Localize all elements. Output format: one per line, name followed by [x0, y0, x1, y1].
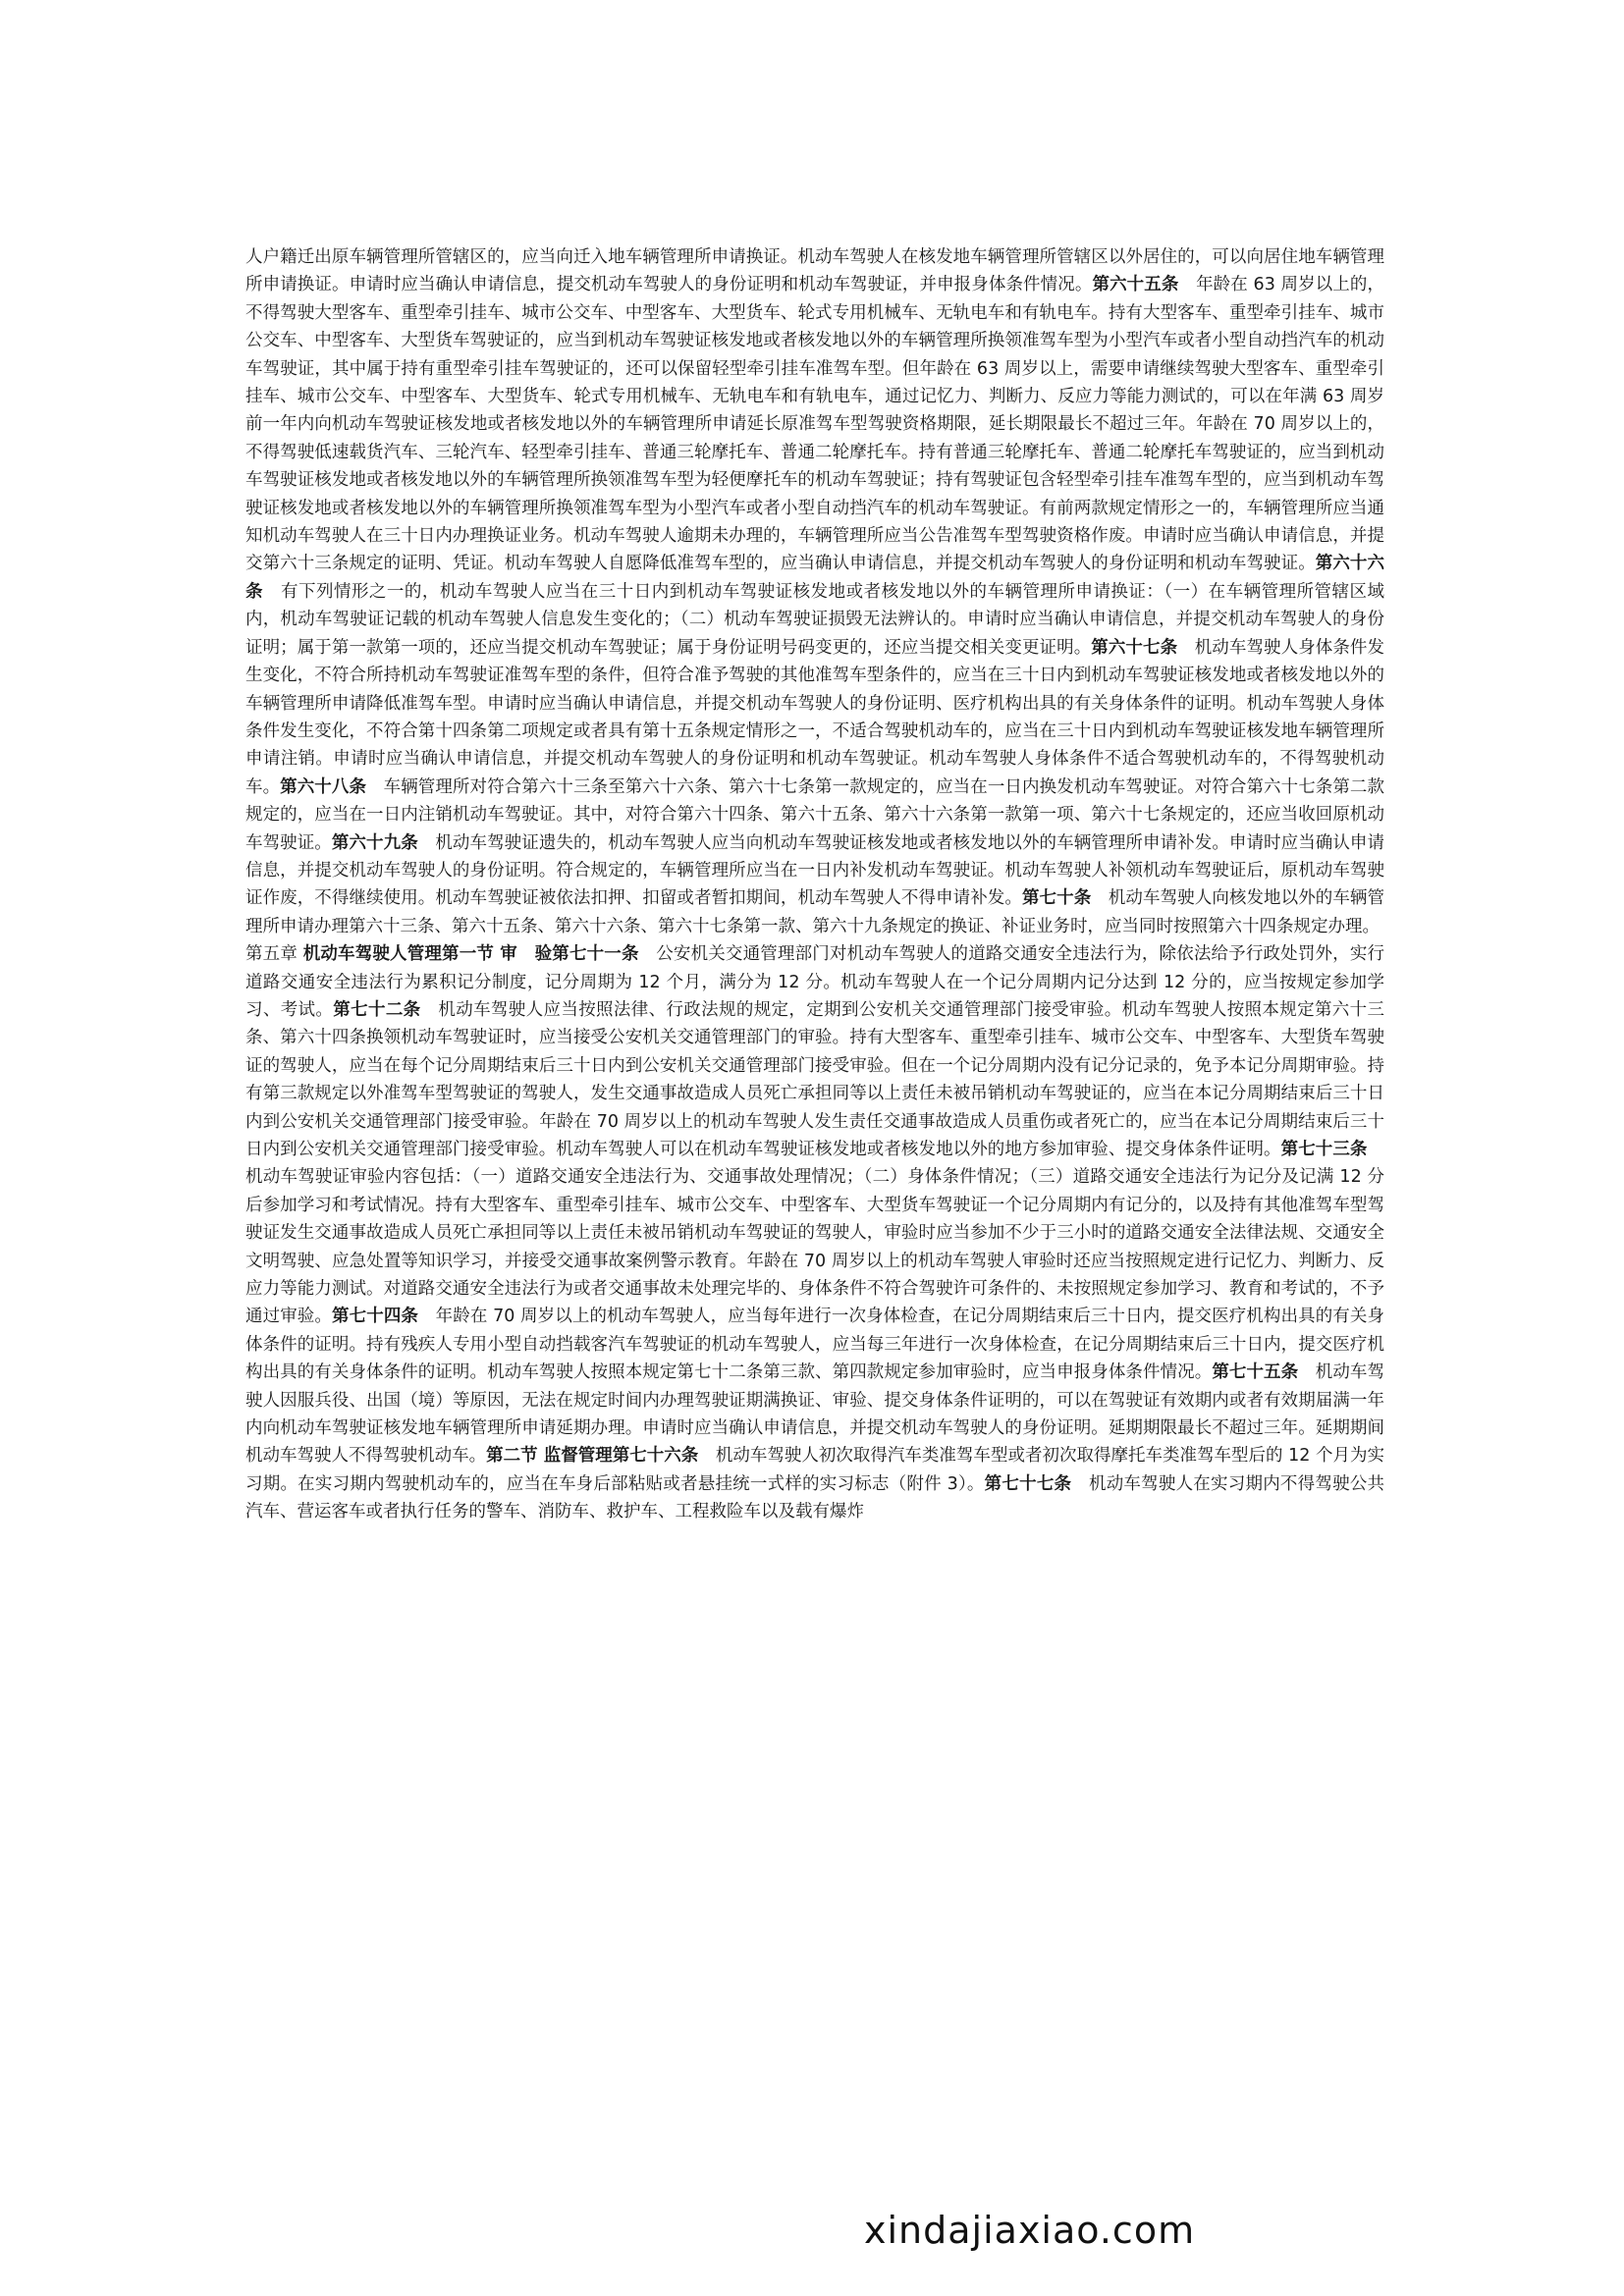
article-heading: 第七十七条: [984, 1473, 1072, 1494]
article-text: 有下列情形之一的，机动车驾驶人应当在三十日内到机动车驾驶证核发地或者核发地以外的车辆管理所申请换证：（一）在车辆管理所管辖区域内，机动车驾驶证记载的机动车驾驶人信息发生变化的；（二）机动车驾驶证损毁无法辨认的。申请时应当确认申请信息，并提交机动车驾驶人的身份证明；属于第一款第一项的，还应当提交机动车驾驶证；属于身份证明号码变更的，还应当提交相关变更证明。: [245, 581, 1385, 658]
article-text: 机动车驾驶人在实习期内不得驾驶公共汽车、营运客车或者执行任务的警车、消防车、救护车、工程救险车以及载有爆炸: [245, 1473, 1385, 1522]
article-text: 机动车驾驶人身体条件发生变化，不符合所持机动车驾驶证准驾车型的条件，但符合准予驾驶的其他准驾车型条件的，应当在三十日内到机动车驾驶证核发地或者核发地以外的车辆管理所申请降低准驾车型。申请时应当确认申请信息，并提交机动车驾驶人的身份证明、医疗机构出具的有关身体条件的证明。机动车驾驶人身体条件发生变化，不符合第十四条第二项规定或者具有第十五条规定情形之一，不适合驾驶机动车的，应当在三十日内到机动车驾驶证核发地车辆管理所申请注销。申请时应当确认申请信息，并提交机动车驾驶人的身份证明和机动车驾驶证。机动车驾驶人身体条件不适合驾驶机动车的，不得驾驶机动车。: [245, 637, 1385, 797]
paragraph-chapter5: [245, 940, 1384, 1526]
article-text: 机动车驾驶人初次取得汽车类准驾车型或者初次取得摩托车类准驾车型后的 12 个月为实习期。在实习期内驾驶机动车的，应当在车身后部粘贴或者悬挂统一式样的实习标志（附件 3）。: [245, 1446, 1384, 1494]
article-heading: 第六十六条: [245, 554, 1384, 602]
article-heading: 第七十三条: [1280, 1140, 1368, 1159]
article-text: 机动车驾驶人应当按照法律、行政法规的规定，定期到公安机关交通管理部门接受审验。机动车驾驶人按照本规定第六十三条、第六十四条换领机动车驾驶证时，应当接受公安机关交通管理部门的审验。持有大型客车、重型牵引挂车、城市公交车、中型客车、大型货车驾驶证的驾驶人，应当在每个记分周期结束后三十日内到公安机关交通管理部门接受审验。但在一个记分周期内没有记分记录的，免予本记分周期审验。持有第三款规定以外准驾车型驾驶证的驾驶人，发生交通事故造成人员死亡承担同等以上责任未被吊销机动车驾驶证的，应当在本记分周期结束后三十日内到公安机关交通管理部门接受审验。年龄在 70 周岁以上的机动车驾驶人发生责任交通事故造成人员重伤或者死亡的，应当在本记分周期结束后三十日内到公安机关交通管理部门接受审验。机动车驾驶人可以在机动车驾驶证核发地或者核发地以外的地方参加审验、提交身体条件证明。: [245, 999, 1385, 1159]
article-heading: 第六十九条: [331, 832, 418, 853]
article-heading: 第六十七条: [1091, 637, 1178, 658]
site-watermark: xindajiaxiao.com: [864, 2209, 1196, 2252]
article-heading: 第六十五条: [1092, 275, 1179, 295]
article-heading: 第七十二条: [333, 999, 421, 1020]
article-text: 人户籍迁出原车辆管理所管辖区的，应当向迁入地车辆管理所申请换证。机动车驾驶人在核发地车辆管理所管辖区以外居住的，可以向居住地车辆管理所申请换证。申请时应当确认申请信息，提交机动车驾驶人的身份证明和机动车驾驶证，并申报身体条件情况。: [245, 247, 1384, 295]
document-body: [245, 243, 1384, 1526]
article-text: 公安机关交通管理部门对机动车驾驶人的道路交通安全违法行为，除依法给予行政处罚外，实行道路交通安全违法行为累积记分制度，记分周期为 12 个月，满分为 12 分。机动车驾驶人在一个记分周期内记分达到 12 分的，应当按规定参加学习、考试。: [245, 944, 1384, 1020]
article-heading: 机动车驾驶人管理第一节 审 验第七十一条: [302, 944, 639, 965]
article-text: 机动车驾驶证遗失的，机动车驾驶人应当向机动车驾驶证核发地或者核发地以外的车辆管理所申请补发。申请时应当确认申请信息，并提交机动车驾驶人的身份证明。符合规定的，车辆管理所应当在一日内补发机动车驾驶证。机动车驾驶人补领机动车驾驶证后，原机动车驾驶证作废，不得继续使用。机动车驾驶证被依法扣押、扣留或者暂扣期间，机动车驾驶人不得申请补发。: [245, 832, 1385, 909]
article-text: 车辆管理所对符合第六十三条至第六十六条、第六十七条第一款规定的，应当在一日内换发机动车驾驶证。对符合第六十七条第二款规定的，应当在一日内注销机动车驾驶证。其中，对符合第六十四条、第六十五条、第六十六条第一款第一项、第六十七条规定的，还应当收回原机动车驾驶证。: [245, 776, 1385, 853]
article-text: 年龄在 70 周岁以上的机动车驾驶人，应当每年进行一次身体检查，在记分周期结束后三十日内，提交医疗机构出具的有关身体条件的证明。持有残疾人专用小型自动挡载客汽车驾驶证的机动车驾驶人，应当每三年进行一次身体检查，在记分周期结束后三十日内，提交医疗机构出具的有关身体条件的证明。机动车驾驶人按照本规定第七十二条第三款、第四款规定参加审验时，应当申报身体条件情况。: [245, 1307, 1385, 1383]
article-text: 机动车驾驶人向核发地以外的车辆管理所申请办理第六十三条、第六十五条、第六十六条、第六十七条第一款、第六十九条规定的换证、补证业务时，应当同时按照第六十四条规定办理。: [245, 888, 1385, 936]
article-heading: 第七十四条: [332, 1307, 419, 1327]
article-text: 第五章: [245, 944, 303, 965]
article-heading: 第七十五条: [1212, 1362, 1299, 1383]
article-heading: 第二节 监督管理第七十六条: [486, 1446, 699, 1467]
article-text: 年龄在 63 周岁以上的，不得驾驶大型客车、重型牵引挂车、城市公交车、中型客车、大型货车、轮式专用机械车、无轨电车和有轨电车。持有大型客车、重型牵引挂车、城市公交车、中型客车、大型货车驾驶证的，应当到机动车驾驶证核发地或者核发地以外的车辆管理所换领准驾车型为小型汽车或者小型自动挡汽车的机动车驾驶证，其中属于持有重型牵引挂车驾驶证的，还可以保留轻型牵引挂车准驾车型。但年龄在 63 周岁以上，需要申请继续驾驶大型客车、重型牵引挂车、城市公交车、中型客车、大型货车、轮式专用机械车、无轨电车和有轨电车，通过记忆力、判断力、反应力等能力测试的，可以在年满 63 周岁前一年内向机动车驾驶证核发地或者核发地以外的车辆管理所申请延长原准驾车型驾驶资格期限，延长期限最长不超过三年。年龄在 70 周岁以上的，不得驾驶低速载货汽车、三轮汽车、轻型牵引挂车、普通三轮摩托车、普通二轮摩托车。持有普通三轮摩托车、普通二轮摩托车驾驶证的，应当到机动车驾驶证核发地或者核发地以外的车辆管理所换领准驾车型为轻便摩托车的机动车驾驶证；持有驾驶证包含轻型牵引挂车准驾车型的，应当到机动车驾驶证核发地或者核发地以外的车辆管理所换领准驾车型为小型汽车或者小型自动挡汽车的机动车驾驶证。有前两款规定情形之一的，车辆管理所应当通知机动车驾驶人在三十日内办理换证业务。机动车驾驶人逾期未办理的，车辆管理所应当公告准驾车型驾驶资格作废。申请时应当确认申请信息，并提交第六十三条规定的证明、凭证。机动车驾驶人自愿降低准驾车型的，应当确认申请信息，并提交机动车驾驶人的身份证明和机动车驾驶证。: [245, 275, 1384, 574]
article-heading: 第六十八条: [280, 776, 367, 797]
paragraph-chapter4-continuation: [245, 243, 1384, 940]
article-heading: 第七十条: [1021, 888, 1092, 909]
article-text: 机动车驾驶证审验内容包括：（一）道路交通安全违法行为、交通事故处理情况；（二）身体条件情况；（三）道路交通安全违法行为记分及记满 12 分后参加学习和考试情况。持有大型客车、重型牵引挂车、城市公交车、中型客车、大型货车驾驶证一个记分周期内有记分的，以及持有其他准驾车型驾驶证发生交通事故造成人员死亡承担同等以上责任未被吊销机动车驾驶证的驾驶人，审验时应当参加不少于三小时的道路交通安全法律法规、交通安全文明驾驶、应急处置等知识学习，并接受交通事故案例警示教育。年龄在 70 周岁以上的机动车驾驶人审验时还应当按照规定进行记忆力、判断力、反应力等能力测试。对道路交通安全违法行为或者交通事故未处理完毕的、身体条件不符合驾驶许可条件的、未按照规定参加学习、教育和考试的，不予通过审验。: [245, 1140, 1385, 1327]
article-text: 机动车驾驶人因服兵役、出国（境）等原因，无法在规定时间内办理驾驶证期满换证、审验、提交身体条件证明的，可以在驾驶证有效期内或者有效期届满一年内向机动车驾驶证核发地车辆管理所申请延期办理。申请时应当确认申请信息，并提交机动车驾驶人的身份证明。延期期限最长不超过三年。延期期间机动车驾驶人不得驾驶机动车。: [245, 1362, 1385, 1467]
